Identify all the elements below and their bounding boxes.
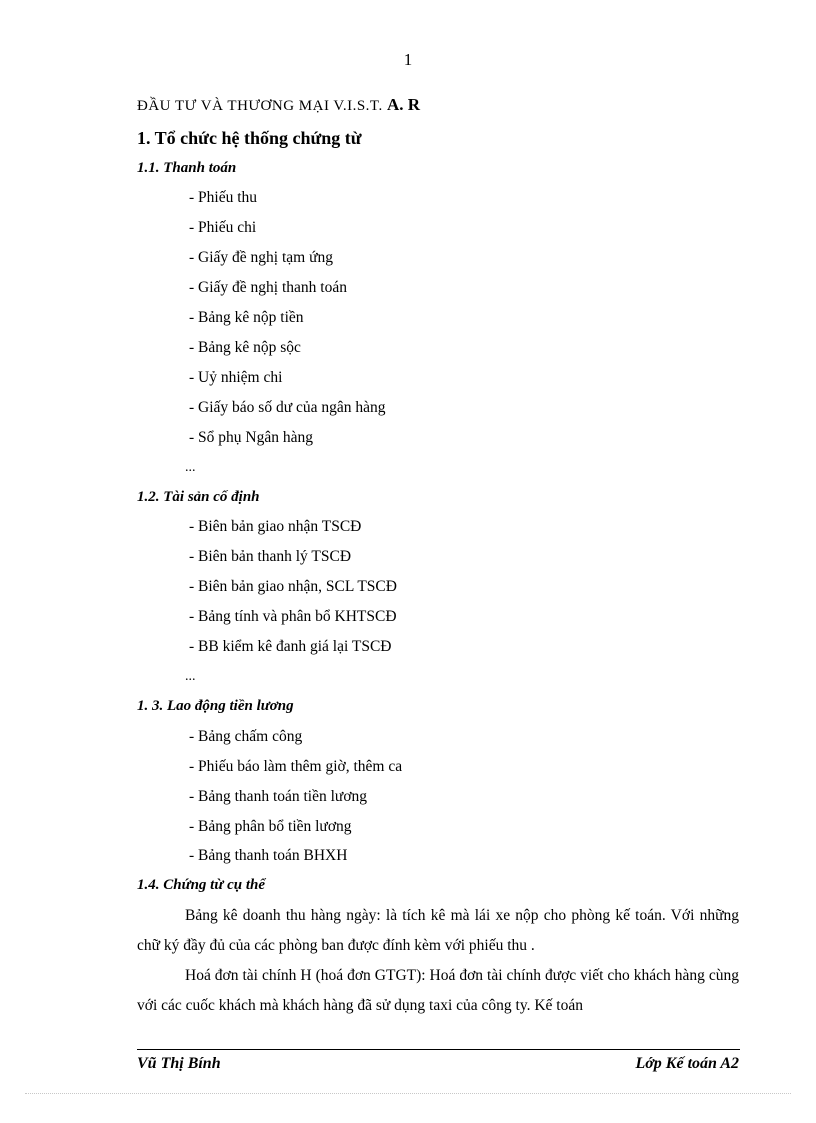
- company-name: [137, 95, 420, 115]
- list-item: - Bảng thanh toán BHXH: [189, 847, 348, 864]
- list-item: - Bảng kê nộp tiền: [189, 309, 304, 326]
- list-item: - Phiếu thu: [189, 189, 258, 206]
- page-break-divider: [25, 1093, 791, 1094]
- list-item: - BB kiểm kê đanh giá lại TSCĐ: [189, 638, 392, 655]
- page-number: 1: [403, 50, 413, 69]
- section-title-labor-wages: 1. 3. Lao động tiền lương: [137, 698, 294, 714]
- list-item: - Biên bản giao nhận TSCĐ: [189, 518, 362, 535]
- list-item: - Phiếu chi: [189, 219, 257, 236]
- footer-rule: [137, 1049, 740, 1050]
- list-item: - Bảng thanh toán tiền lương: [189, 788, 368, 805]
- paragraph: Bảng kê doanh thu hàng ngày: là tích kê mà lái xe nộp cho phòng kế toán. Với những chữ ký đầy đủ của các phòng ban được đính kèm với phiếu thu .: [137, 907, 739, 954]
- section-title-fixed-assets: 1.2. Tài sản cố định: [137, 489, 260, 505]
- list-item: - Biên bản thanh lý TSCĐ: [189, 548, 352, 565]
- list-item: - Giấy đề nghị thanh toán: [189, 279, 347, 296]
- main-heading: 1. Tổ chức hệ thống chứng từ: [137, 128, 362, 148]
- list-item: - Giấy báo số dư của ngân hàng: [189, 399, 386, 416]
- section-title-specific-documents: 1.4. Chứng từ cụ thể: [137, 877, 265, 893]
- footer-author: Vũ Thị Bính: [137, 1055, 221, 1072]
- list-item: - Bảng phân bổ tiền lương: [189, 818, 352, 835]
- ellipsis: ...: [185, 460, 196, 475]
- paragraph: Hoá đơn tài chính H (hoá đơn GTGT): Hoá đơn tài chính được viết cho khách hàng cùng với các cuốc khách mà khách hàng đã sử dụng taxi của công ty. Kế toán: [137, 967, 739, 1014]
- list-item: - Giấy đề nghị tạm ứng: [189, 249, 333, 266]
- list-item: - Bảng kê nộp sộc: [189, 339, 301, 356]
- company-name-suffix: A. R: [386, 95, 421, 114]
- list-item: - Phiếu báo làm thêm giờ, thêm ca: [189, 758, 403, 775]
- list-item: - Biên bản giao nhận, SCL TSCĐ: [189, 578, 397, 595]
- section-title-payment: 1.1. Thanh toán: [137, 160, 237, 176]
- list-item: - Uỷ nhiệm chi: [189, 369, 283, 386]
- ellipsis: ...: [185, 669, 196, 684]
- list-item: - Sổ phụ Ngân hàng: [189, 429, 313, 446]
- list-item: - Bảng tính và phân bổ KHTSCĐ: [189, 608, 397, 625]
- company-name-prefix: ĐẦU TƯ VÀ THƯƠNG MẠI V.I.S.T.: [137, 98, 383, 114]
- footer-class: Lớp Kế toán A2: [635, 1055, 739, 1072]
- list-item: - Bảng chấm công: [189, 728, 303, 745]
